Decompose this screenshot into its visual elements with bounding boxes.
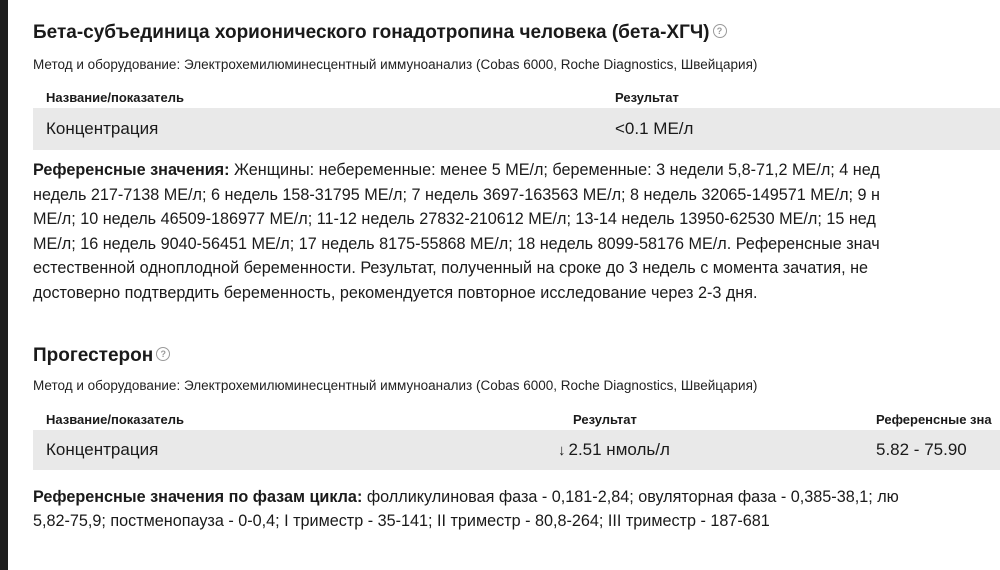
section-title-text: Бета-субъединица хорионического гонадотропина человека (бета-ХГЧ) — [33, 22, 710, 43]
reference-label: Референсные значения по фазам цикла: — [33, 488, 363, 506]
column-header-result: Результат — [573, 412, 637, 427]
reference-range: 5.82 - 75.90 — [876, 440, 967, 459]
section-title-progesterone — [33, 345, 170, 367]
reference-line: МЕ/л; 10 недель 46509-186977 МЕ/л; 11-12 недель 27832-210612 МЕ/л; 13-14 недель 13950-62530 МЕ/л; 15 нед — [33, 210, 876, 229]
column-header-name: Название/показатель — [46, 412, 185, 427]
section-title-text: Прогестерон — [33, 345, 154, 366]
reference-line: достоверно подтвердить беременность, рекомендуется повторное исследование через 2-3 дня. — [33, 283, 758, 302]
analyte-name: Концентрация — [46, 119, 159, 138]
column-header-reference: Референсные зна — [876, 412, 992, 427]
table-row — [33, 430, 1000, 470]
reference-line: МЕ/л; 16 недель 9040-56451 МЕ/л; 17 недель 8175-55868 МЕ/л; 18 недель 8099-58176 МЕ/л. Референсные знач — [33, 234, 880, 253]
method-description: Метод и оборудование: Электрохемилюминесцентный иммуноанализ (Cobas 6000, Roche Diagnostics, Швейцария) — [33, 378, 758, 393]
table-row — [33, 108, 1000, 150]
question-circle-icon[interactable]: ? — [156, 347, 170, 361]
reference-values — [33, 486, 899, 533]
analyte-result — [558, 440, 670, 460]
analyte-name: Концентрация — [46, 440, 159, 459]
reference-line: фолликулиновая фаза - 0,181-2,84; овуляторная фаза - 0,385-38,1; лю — [362, 488, 899, 506]
reference-values — [33, 158, 880, 306]
reference-label: Референсные значения: — [33, 161, 230, 179]
lab-results-document — [8, 0, 1000, 570]
window-left-edge — [0, 0, 8, 570]
method-description: Метод и оборудование: Электрохемилюминесцентный иммуноанализ (Cobas 6000, Roche Diagnostics, Швейцария) — [33, 57, 758, 72]
question-circle-icon[interactable]: ? — [713, 24, 727, 38]
arrow-down-icon: ↓ — [558, 442, 566, 459]
reference-line: 5,82-75,9; постменопауза - 0-0,4; I триместр - 35-141; II триместр - 80,8-264; III триместр - 187-681 — [33, 511, 770, 530]
reference-line: Женщины: небеременные: менее 5 МЕ/л; беременные: 3 недели 5,8-71,2 МЕ/л; 4 нед — [229, 161, 880, 179]
reference-line: недель 217-7138 МЕ/л; 6 недель 158-31795 МЕ/л; 7 недель 3697-163563 МЕ/л; 8 недель 32065-149571 МЕ/л; 9 н — [33, 185, 880, 204]
column-header-result: Результат — [615, 90, 679, 105]
reference-line: естественной одноплодной беременности. Результат, полученный на сроке до 3 недель с момента зачатия, не — [33, 259, 869, 278]
result-value: 2.51 нмоль/л — [568, 440, 670, 459]
column-header-name: Название/показатель — [46, 90, 185, 105]
section-title-bhcg — [33, 22, 727, 44]
analyte-result: <0.1 МЕ/л — [615, 119, 694, 138]
